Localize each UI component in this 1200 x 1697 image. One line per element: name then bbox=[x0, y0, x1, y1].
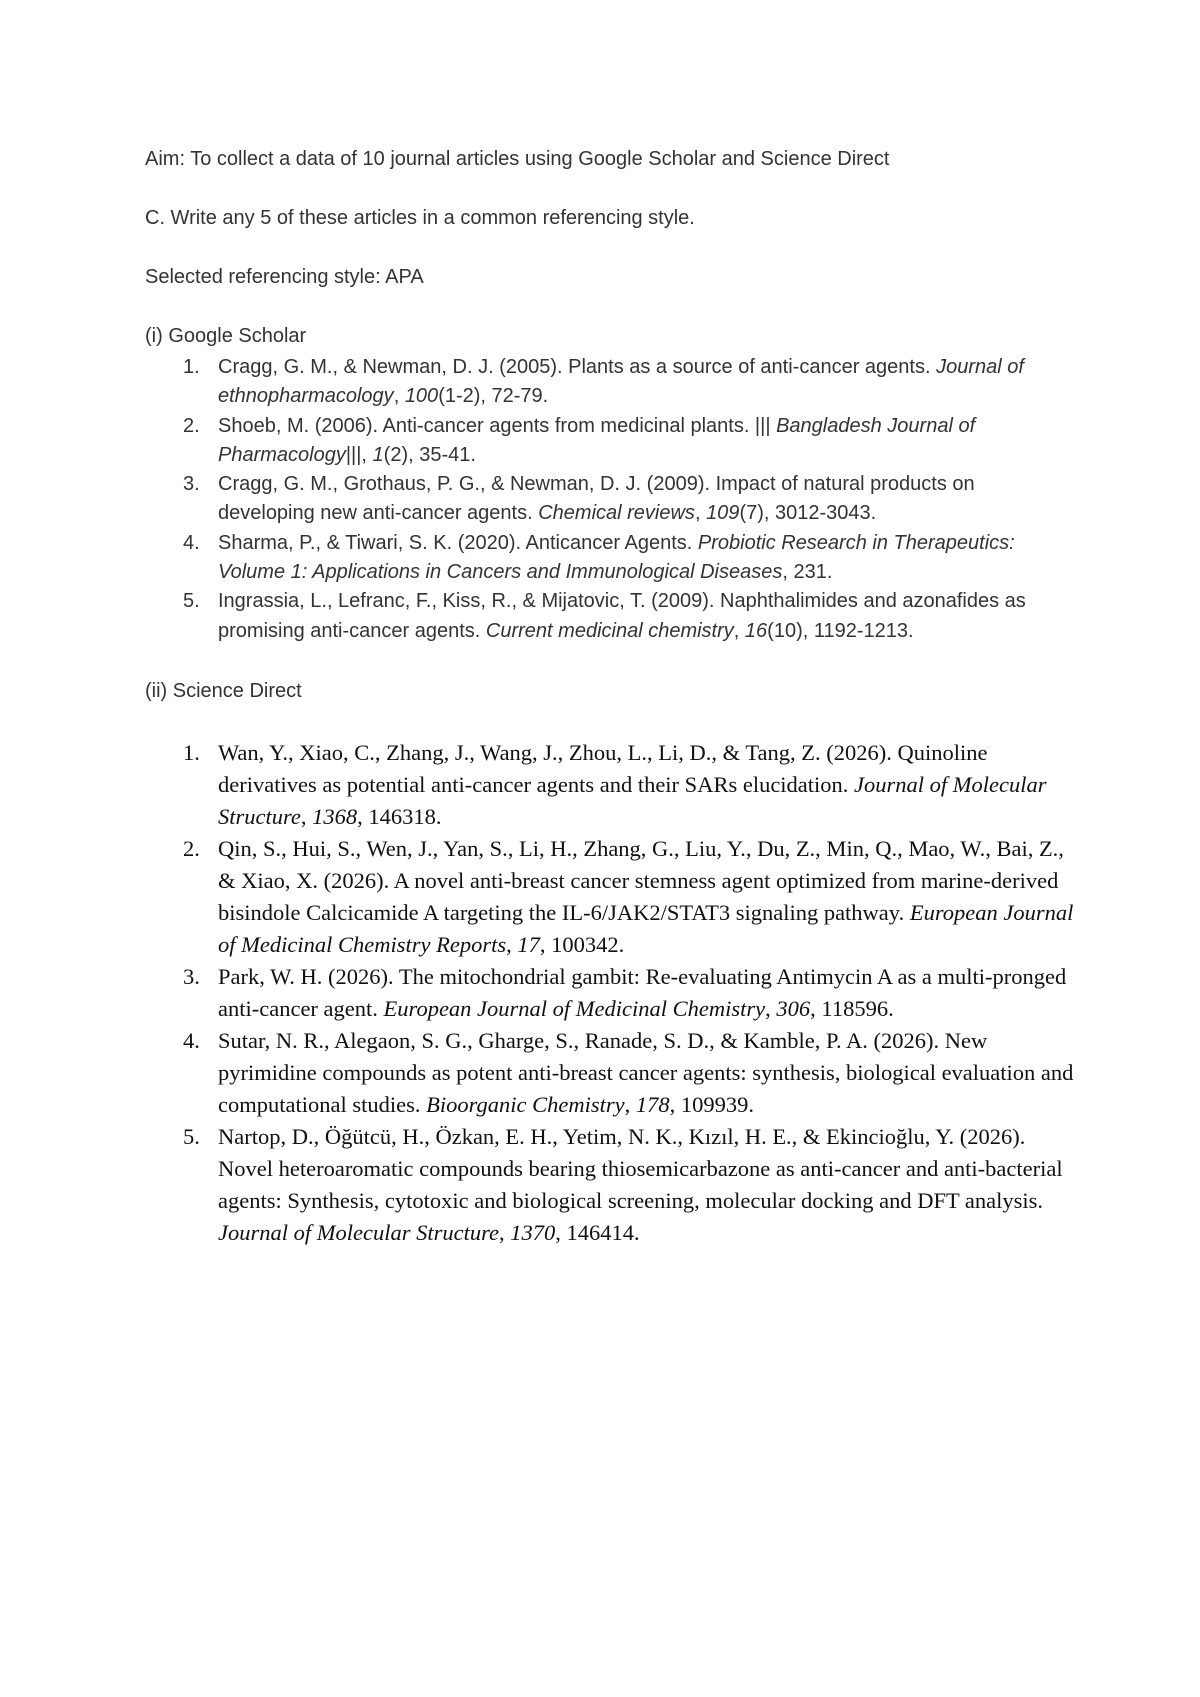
reference-separator: , bbox=[782, 561, 794, 584]
reference-issue-pages: 231. bbox=[793, 561, 833, 584]
reference-volume: 1368 bbox=[312, 804, 358, 829]
reference-volume: 16 bbox=[744, 619, 768, 642]
reference-volume: 178 bbox=[635, 1092, 670, 1117]
reference-journal: Bangladesh Journal of Pharmacology bbox=[218, 414, 976, 466]
reference-issue-pages: (10), 1192-1213. bbox=[767, 619, 914, 642]
task-line: C. Write any 5 of these articles in a common referencing style. bbox=[145, 207, 695, 229]
reference-separator: , bbox=[300, 804, 313, 829]
reference-separator: , bbox=[499, 1220, 511, 1245]
reference-journal: Bioorganic Chemistry bbox=[426, 1092, 625, 1117]
reference-authors-title: Sutar, N. R., Alegaon, S. G., Gharge, S., Ranade, S. D., & Kamble, P. A. (2026). New pyrimidine compounds as potent anti-breast cancer agents: synthesis, biological evaluation and computational studies. bbox=[218, 1028, 1074, 1117]
reference-issue-pages: , 146414. bbox=[555, 1220, 640, 1245]
reference-item bbox=[145, 470, 1075, 529]
reference-journal: Journal of ethnopharmacology bbox=[218, 356, 1024, 408]
reference-separator: , bbox=[733, 619, 745, 642]
reference-issue-pages: , 100342. bbox=[539, 932, 625, 957]
aim-line: Aim: To collect a data of 10 journal articles using Google Scholar and Science Direct bbox=[145, 148, 890, 170]
reference-volume: 109 bbox=[706, 502, 740, 525]
reference-journal: Chemical reviews bbox=[538, 502, 695, 525]
reference-number: 4. bbox=[183, 531, 200, 554]
reference-item bbox=[145, 587, 1075, 646]
reference-journal: European Journal of Medicinal Chemistry Reports bbox=[218, 900, 1074, 957]
reference-journal: Current medicinal chemistry bbox=[485, 619, 734, 642]
reference-authors-title: Cragg, G. M., & Newman, D. J. (2005). Plants as a source of anti-cancer agents. bbox=[218, 356, 931, 378]
science-direct-reference-list bbox=[145, 737, 1075, 1249]
science-direct-heading: (ii) Science Direct bbox=[145, 680, 302, 702]
reference-item bbox=[145, 737, 1075, 833]
reference-issue-pages: , 118596. bbox=[810, 996, 894, 1021]
reference-item bbox=[145, 1121, 1075, 1249]
reference-number: 1. bbox=[183, 356, 200, 378]
reference-item bbox=[145, 833, 1075, 961]
reference-separator: |||, bbox=[345, 443, 373, 466]
reference-authors-title: Cragg, G. M., Grothaus, P. G., & Newman, D. J. (2009). Impact of natural products on developing new anti-cancer agents. bbox=[218, 473, 975, 525]
reference-item bbox=[145, 412, 1075, 471]
reference-item bbox=[145, 1025, 1075, 1121]
reference-issue-pages: , 146318. bbox=[357, 804, 442, 829]
reference-authors-title: Sharma, P., & Tiwari, S. K. (2020). Anticancer Agents. bbox=[218, 531, 693, 554]
reference-number: 3. bbox=[183, 964, 200, 989]
reference-journal: European Journal of Medicinal Chemistry bbox=[383, 996, 766, 1021]
reference-volume: 306 bbox=[776, 996, 811, 1021]
reference-number: 1. bbox=[183, 740, 200, 765]
reference-item bbox=[145, 529, 1075, 588]
reference-volume: 1370 bbox=[510, 1220, 556, 1245]
reference-number: 2. bbox=[183, 414, 200, 437]
reference-item bbox=[145, 961, 1075, 1025]
reference-journal: Journal of Molecular Structure bbox=[218, 1220, 499, 1245]
reference-number: 3. bbox=[183, 473, 200, 496]
reference-issue-pages: , 109939. bbox=[669, 1092, 754, 1117]
referencing-style-line: Selected referencing style: APA bbox=[145, 266, 424, 288]
reference-item bbox=[145, 353, 1075, 412]
reference-authors-title: Qin, S., Hui, S., Wen, J., Yan, S., Li, H., Zhang, G., Liu, Y., Du, Z., Min, Q., Mao, W., Bai, Z., & Xiao, X. (2026). A novel anti-breast cancer stemness agent optimized from marine-derived bisindole Calcicamide A targeting the IL-6/JAK2/STAT3 signaling pathway. bbox=[218, 836, 1064, 925]
google-scholar-heading: (i) Google Scholar bbox=[145, 325, 307, 347]
reference-issue-pages: (2), 35-41. bbox=[383, 443, 476, 466]
reference-issue-pages: (1-2), 72-79. bbox=[438, 385, 549, 408]
reference-journal: Probiotic Research in Therapeutics: Volume 1: Applications in Cancers and Immunological Diseases bbox=[218, 531, 1015, 584]
reference-number: 5. bbox=[183, 1124, 200, 1149]
reference-separator: , bbox=[506, 932, 518, 957]
reference-authors-title: Park, W. H. (2026). The mitochondrial gambit: Re-evaluating Antimycin A as a multi-pronged anti-cancer agent. bbox=[218, 964, 1067, 1021]
reference-authors-title: Ingrassia, L., Lefranc, F., Kiss, R., & Mijatovic, T. (2009). Naphthalimides and azonafides as promising anti-cancer agents. bbox=[218, 590, 1026, 642]
reference-volume: 17 bbox=[517, 932, 540, 957]
reference-separator: , bbox=[393, 385, 405, 408]
reference-volume: 100 bbox=[404, 385, 439, 408]
reference-separator: , bbox=[694, 502, 707, 525]
reference-authors-title: Nartop, D., Öğütcü, H., Özkan, E. H., Yetim, N. K., Kızıl, H. E., & Ekincioğlu, Y. (2026). Novel heteroaromatic compounds bearing thiosemicarbazone as anti-cancer and anti-bacterial agents: Synthesis, cytotoxic and biological screening, molecular docking and DFT analysis. bbox=[218, 1124, 1063, 1213]
reference-journal: Journal of Molecular Structure bbox=[218, 772, 1047, 829]
reference-separator: , bbox=[765, 996, 777, 1021]
reference-number: 4. bbox=[183, 1028, 200, 1053]
reference-authors-title: Wan, Y., Xiao, C., Zhang, J., Wang, J., Zhou, L., Li, D., & Tang, Z. (2026). Quinoline derivatives as potential anti-cancer agents and their SARs elucidation. bbox=[218, 740, 988, 797]
reference-separator: , bbox=[624, 1092, 636, 1117]
reference-number: 2. bbox=[183, 836, 200, 861]
reference-authors-title: Shoeb, M. (2006). Anti-cancer agents from medicinal plants. ||| bbox=[218, 414, 771, 437]
reference-volume: 1 bbox=[372, 443, 384, 466]
reference-issue-pages: (7), 3012-3043. bbox=[739, 502, 877, 525]
reference-number: 5. bbox=[183, 590, 200, 613]
google-scholar-reference-list bbox=[145, 353, 1075, 646]
